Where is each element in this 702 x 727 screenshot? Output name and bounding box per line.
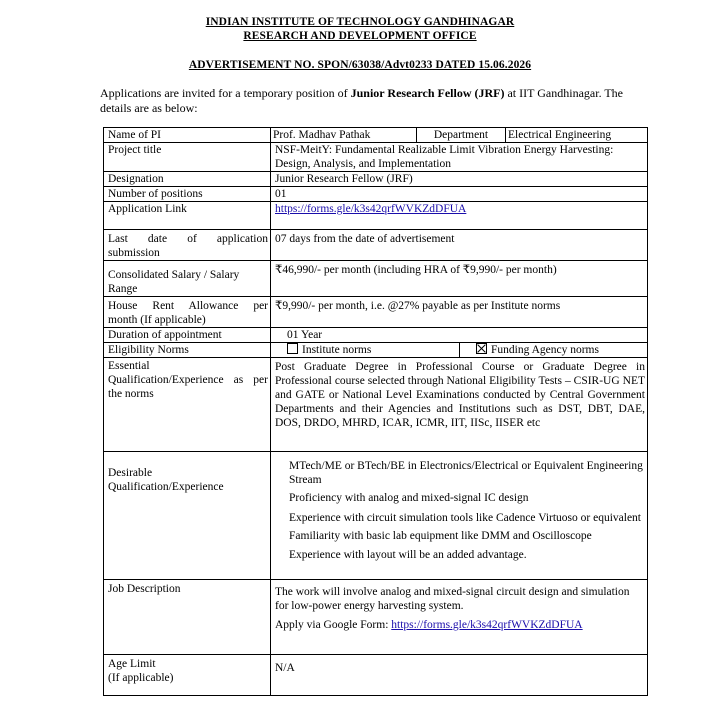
- eligibility-label: Eligibility Norms: [104, 343, 271, 358]
- desirable-item: Proficiency with analog and mixed-signal IC design: [289, 492, 529, 504]
- apply-form-link[interactable]: https://forms.gle/k3s42qrfWVKZdDFUA: [391, 619, 583, 631]
- project-row: [104, 143, 648, 172]
- positions-value: 01: [271, 187, 648, 202]
- designation-row: [104, 172, 648, 187]
- essential-label-line1: Essential: [108, 360, 150, 372]
- desirable-label-line2: Qualification/Experience: [108, 481, 224, 493]
- salary-value: ₹46,990/- per month (including HRA of ₹9,990/- per month): [271, 261, 648, 297]
- apply-text: Apply via Google Form:: [275, 619, 392, 631]
- hra-value: ₹9,990/- per month, i.e. @27% payable as per Institute norms: [271, 297, 648, 328]
- pi-row: [104, 128, 648, 143]
- desirable-label-line1: Desirable: [108, 467, 153, 479]
- job-row: [104, 580, 648, 655]
- hra-label: [104, 297, 271, 328]
- age-value: N/A: [271, 655, 648, 696]
- job-description: The work will involve analog and mixed-signal circuit design and simulation for low-power energy harvesting system.: [275, 586, 630, 612]
- essential-label: [104, 358, 271, 452]
- intro-text: Applications are invited for a temporary position of: [100, 86, 351, 100]
- funding-norms-label: Funding Agency norms: [491, 344, 599, 356]
- institute-norms-option[interactable]: [271, 343, 460, 357]
- lastdate-label: [104, 230, 271, 261]
- job-label: Job Description: [104, 580, 271, 655]
- job-cell: [271, 580, 648, 655]
- project-label: Project title: [104, 143, 271, 172]
- pi-value: Prof. Madhav Pathak: [271, 128, 417, 142]
- pi-cell: [271, 128, 648, 143]
- hra-row: [104, 297, 648, 328]
- unchecked-box-icon: [287, 343, 298, 354]
- lastdate-row: [104, 230, 648, 261]
- designation-value: Junior Research Fellow (JRF): [271, 172, 648, 187]
- institute-norms-label: Institute norms: [302, 344, 372, 356]
- duration-value: 01 Year: [271, 328, 648, 343]
- application-link[interactable]: https://forms.gle/k3s42qrfWVKZdDFUA: [275, 203, 467, 215]
- dept-label: Department: [417, 128, 506, 142]
- desirable-item: Experience with layout will be an added advantage.: [289, 549, 527, 561]
- lastdate-value: 07 days from the date of advertisement: [271, 230, 648, 261]
- funding-norms-option[interactable]: [460, 343, 648, 357]
- lastdate-label-line1: Last date of application: [108, 233, 268, 245]
- essential-row: [104, 358, 648, 452]
- age-label-line1: Age Limit: [108, 658, 156, 670]
- essential-label-line3: the norms: [108, 388, 154, 400]
- desirable-item: Familiarity with basic lab equipment like DMM and Oscilloscope: [289, 530, 592, 542]
- positions-label: Number of positions: [104, 187, 271, 202]
- desirable-label: [104, 452, 271, 580]
- dept-value: Electrical Engineering: [508, 129, 612, 141]
- apply-line: [275, 618, 645, 632]
- hra-label-line2: month (If applicable): [108, 314, 206, 326]
- positions-row: [104, 187, 648, 202]
- duration-row: [104, 328, 648, 343]
- link-label: Application Link: [104, 202, 271, 230]
- desirable-item: Experience with circuit simulation tools like Cadence Virtuoso or equivalent: [289, 512, 641, 524]
- desirable-row: [104, 452, 648, 580]
- link-row: [104, 202, 648, 230]
- essential-label-line2: Qualification/Experience as per: [108, 374, 268, 386]
- essential-value: Post Graduate Degree in Professional Course or Graduate Degree in Professional course selected through National Eligibility Tests – CSIR-UG NET and GATE or National Level Examinations conducted by Central Government Departments and their Agencies and Institutions such as DST, DBT, DAE, DOS, DRDO, MHRD, ICAR, ICMR, IIT, IISc, IISER etc: [271, 358, 648, 452]
- salary-row: [104, 261, 648, 297]
- intro-paragraph: [100, 86, 640, 116]
- lastdate-label-line2: submission: [108, 247, 160, 259]
- desirable-list: [271, 452, 648, 580]
- desirable-item: MTech/ME or BTech/BE in Electronics/Electrical or Equivalent Engineering Stream: [289, 460, 643, 486]
- office-name: RESEARCH AND DEVELOPMENT OFFICE: [243, 30, 477, 42]
- pi-label: Name of PI: [104, 128, 271, 143]
- intro-text-end: at IIT Gandhinagar. The details are as below:: [100, 86, 624, 115]
- age-row: [104, 655, 648, 696]
- age-label: [104, 655, 271, 696]
- advertisement-number: ADVERTISEMENT NO. SPON/63038/Advt0233 DATED 15.06.2026: [188, 59, 532, 71]
- designation-label: Designation: [104, 172, 271, 187]
- eligibility-cell: [271, 343, 648, 358]
- checked-box-icon: [476, 343, 487, 354]
- eligibility-row: [104, 343, 648, 358]
- details-table: [103, 127, 648, 696]
- salary-label: Consolidated Salary / Salary Range: [104, 261, 271, 297]
- age-label-line2: (If applicable): [108, 672, 174, 684]
- duration-label: Duration of appointment: [104, 328, 271, 343]
- project-value: NSF-MeitY: Fundamental Realizable Limit Vibration Energy Harvesting: Design, Analysis, and Implementation: [271, 143, 648, 172]
- intro-position: Junior Research Fellow (JRF): [350, 86, 505, 100]
- institute-name: INDIAN INSTITUTE OF TECHNOLOGY GANDHINAGAR: [205, 16, 515, 28]
- hra-label-line1: House Rent Allowance per: [108, 300, 268, 312]
